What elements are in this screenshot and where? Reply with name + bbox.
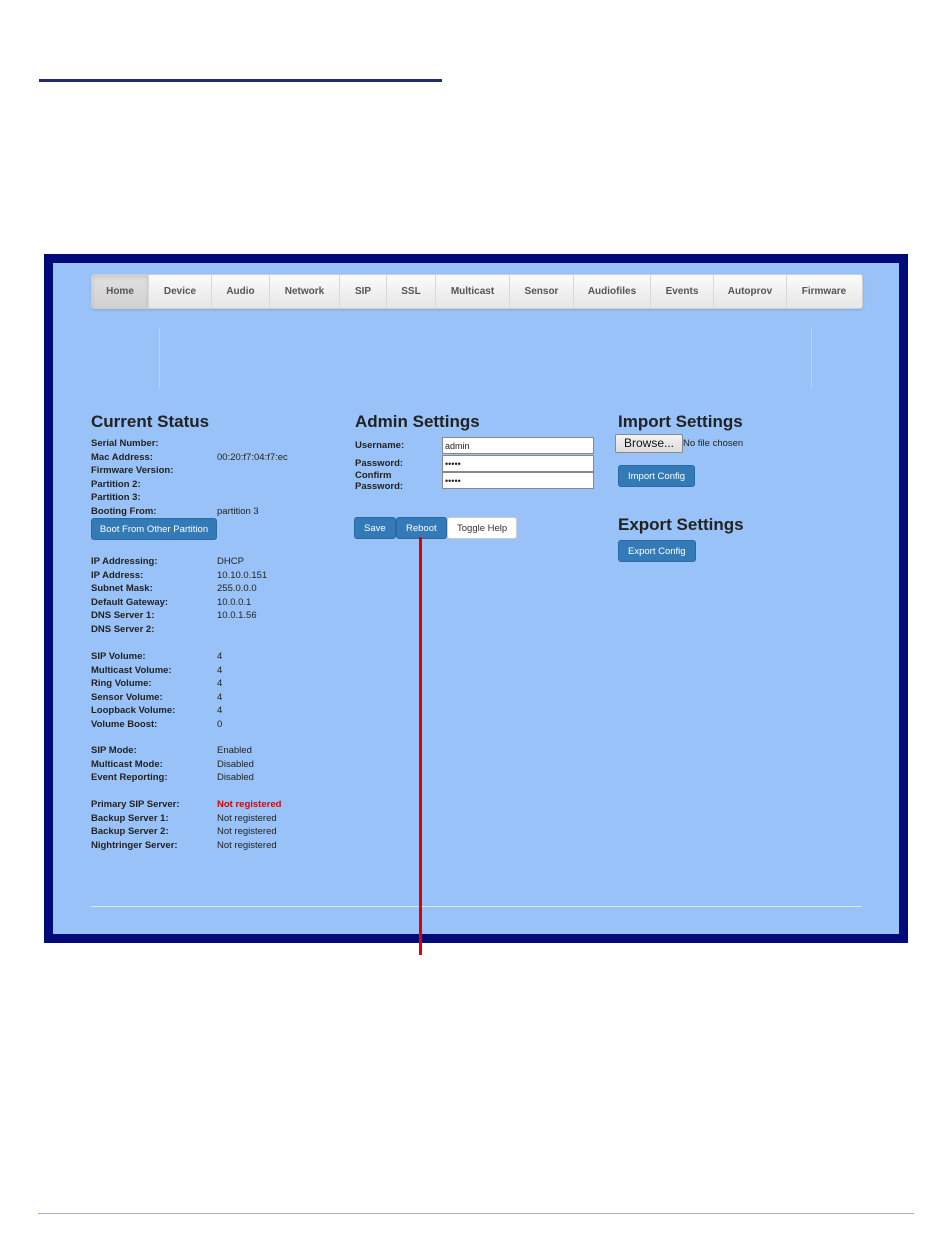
reboot-button[interactable]: Reboot bbox=[396, 517, 447, 539]
status-label: Backup Server 1: bbox=[91, 812, 169, 824]
nav-item-audiofiles[interactable]: Audiofiles bbox=[574, 275, 651, 308]
status-label: Multicast Volume: bbox=[91, 664, 172, 676]
confirm-password-row bbox=[355, 469, 594, 492]
boot-other-partition-button[interactable]: Boot From Other Partition bbox=[91, 518, 217, 540]
status-value: 255.0.0.0 bbox=[217, 583, 257, 594]
status-row bbox=[91, 664, 222, 678]
status-label: Partition 3: bbox=[91, 492, 141, 503]
status-row bbox=[91, 582, 267, 596]
status-group-network bbox=[91, 555, 267, 636]
status-group-device bbox=[91, 437, 288, 518]
status-row bbox=[91, 704, 222, 718]
banner-divider-left bbox=[159, 328, 160, 388]
status-row bbox=[91, 596, 267, 610]
status-row bbox=[91, 718, 222, 732]
no-file-chosen-text: No file chosen bbox=[683, 438, 744, 449]
import-settings-title: Import Settings bbox=[618, 412, 743, 431]
username-row bbox=[355, 437, 594, 454]
nav-item-network[interactable]: Network bbox=[270, 275, 340, 308]
status-value: 4 bbox=[217, 651, 223, 662]
status-label: Firmware Version: bbox=[91, 465, 174, 476]
status-label: Subnet Mask: bbox=[91, 583, 153, 594]
status-row bbox=[91, 744, 254, 758]
status-row bbox=[91, 451, 288, 465]
status-label: Mac Address: bbox=[91, 451, 153, 463]
status-label: Loopback Volume: bbox=[91, 705, 176, 716]
status-label: Default Gateway: bbox=[91, 596, 169, 608]
status-label: Multicast Mode: bbox=[91, 758, 163, 770]
status-row bbox=[91, 839, 281, 853]
status-value: Not registered bbox=[217, 812, 277, 824]
status-value: 10.0.0.1 bbox=[217, 596, 252, 608]
status-row bbox=[91, 437, 288, 451]
status-label: Ring Volume: bbox=[91, 678, 152, 689]
status-label: Serial Number: bbox=[91, 438, 159, 449]
status-row bbox=[91, 569, 267, 583]
status-value: 10.10.0.151 bbox=[217, 569, 268, 581]
status-value: Enabled bbox=[217, 745, 252, 756]
status-row bbox=[91, 677, 222, 691]
username-label: Username: bbox=[355, 440, 405, 451]
header-rule bbox=[39, 79, 442, 82]
status-row bbox=[91, 650, 222, 664]
status-value: 4 bbox=[217, 664, 223, 676]
status-value: Disabled bbox=[217, 772, 254, 783]
status-row bbox=[91, 798, 281, 812]
status-group-volume bbox=[91, 650, 222, 731]
admin-settings-title: Admin Settings bbox=[355, 412, 480, 431]
status-label: Backup Server 2: bbox=[91, 826, 169, 837]
password-input[interactable] bbox=[442, 455, 594, 472]
status-group-modes bbox=[91, 744, 254, 785]
confirm-password-label: Confirm Password: bbox=[355, 469, 404, 492]
status-row bbox=[91, 555, 267, 569]
banner-divider-right bbox=[811, 328, 812, 388]
reboot-callout-line bbox=[419, 537, 422, 955]
status-value: Disabled bbox=[217, 758, 254, 770]
status-value: Not registered bbox=[217, 839, 277, 851]
status-row bbox=[91, 825, 281, 839]
status-label: Event Reporting: bbox=[91, 772, 168, 783]
status-value: DHCP bbox=[217, 556, 244, 567]
status-value: Not registered bbox=[217, 799, 282, 810]
status-group-servers bbox=[91, 798, 281, 852]
status-label: DNS Server 2: bbox=[91, 623, 155, 635]
status-row bbox=[91, 464, 288, 478]
save-button[interactable]: Save bbox=[354, 517, 396, 539]
browse-file-button[interactable]: Browse... bbox=[615, 434, 683, 453]
status-row bbox=[91, 758, 254, 772]
status-value: 4 bbox=[217, 691, 223, 703]
nav-item-device[interactable]: Device bbox=[149, 275, 212, 308]
nav-item-audio[interactable]: Audio bbox=[212, 275, 270, 308]
status-row bbox=[91, 691, 222, 705]
status-label: DNS Server 1: bbox=[91, 610, 155, 621]
status-label: IP Address: bbox=[91, 569, 144, 581]
status-value: 0 bbox=[217, 718, 223, 730]
status-label: SIP Mode: bbox=[91, 745, 137, 756]
status-row bbox=[91, 609, 267, 623]
status-label: Partition 2: bbox=[91, 478, 141, 490]
status-label: IP Addressing: bbox=[91, 556, 158, 567]
nav-item-home[interactable]: Home bbox=[92, 275, 149, 308]
status-row bbox=[91, 491, 288, 505]
page-footer-divider bbox=[91, 906, 862, 907]
status-row bbox=[91, 771, 254, 785]
confirm-password-input[interactable] bbox=[442, 472, 594, 489]
status-label: Volume Boost: bbox=[91, 718, 158, 730]
status-value: 10.0.1.56 bbox=[217, 610, 257, 621]
status-row bbox=[91, 505, 288, 519]
screenshot-frame bbox=[44, 254, 908, 943]
nav-item-autoprov[interactable]: Autoprov bbox=[714, 275, 787, 308]
status-row bbox=[91, 623, 267, 637]
nav-item-multicast[interactable]: Multicast bbox=[436, 275, 510, 308]
status-value: partition 3 bbox=[217, 505, 259, 517]
nav-item-sip[interactable]: SIP bbox=[340, 275, 387, 308]
password-label: Password: bbox=[355, 458, 404, 469]
nav-item-sensor[interactable]: Sensor bbox=[510, 275, 574, 308]
status-value: 4 bbox=[217, 705, 223, 716]
status-label: Primary SIP Server: bbox=[91, 799, 180, 810]
status-label: Booting From: bbox=[91, 505, 157, 517]
status-row bbox=[91, 812, 281, 826]
nav-item-firmware[interactable]: Firmware bbox=[801, 286, 847, 297]
main-nav bbox=[91, 274, 863, 309]
export-settings-title: Export Settings bbox=[618, 515, 744, 534]
current-status-title: Current Status bbox=[91, 412, 210, 431]
import-config-button[interactable]: Import Config bbox=[618, 465, 695, 487]
nav-item-ssl[interactable]: SSL bbox=[387, 275, 436, 308]
export-config-button[interactable]: Export Config bbox=[618, 540, 696, 562]
status-value: 4 bbox=[217, 678, 223, 689]
status-row bbox=[91, 478, 288, 492]
status-value: 00:20:f7:04:f7:ec bbox=[217, 451, 288, 463]
toggle-help-button[interactable]: Toggle Help bbox=[447, 517, 517, 539]
status-label: Sensor Volume: bbox=[91, 691, 163, 703]
status-label: SIP Volume: bbox=[91, 651, 146, 662]
footer-rule bbox=[38, 1213, 914, 1214]
username-input[interactable] bbox=[442, 437, 594, 454]
nav-item-events[interactable]: Events bbox=[651, 275, 714, 308]
status-value: Not registered bbox=[217, 826, 277, 837]
status-label: Nightringer Server: bbox=[91, 839, 178, 851]
web-ui-page bbox=[53, 263, 899, 934]
